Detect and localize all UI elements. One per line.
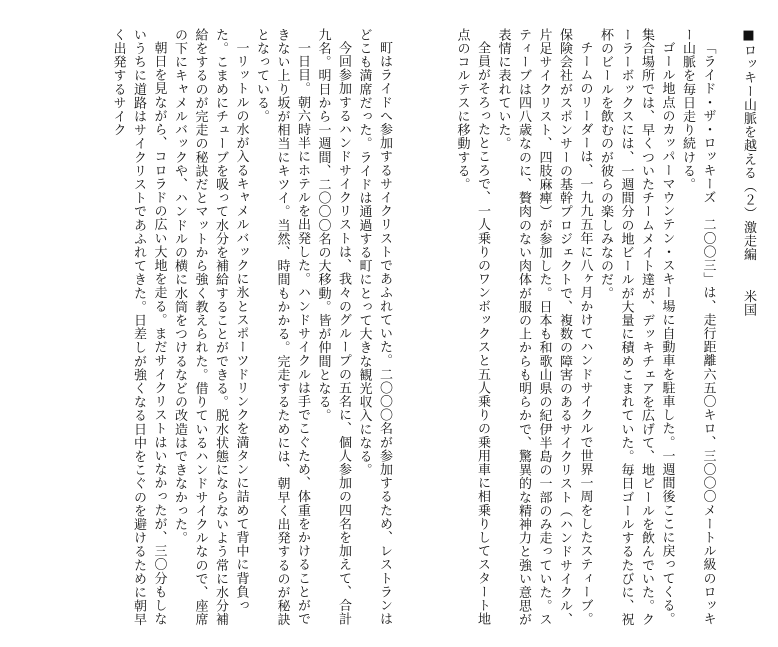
paragraph: 町はライドへ参加するサイクリストであふれていた。二〇〇〇名が参加するため、レストランはどこも満席だった。ライドは通過する町にとって大きな観光収入になる。 [356, 28, 392, 626]
paragraph: 朝日を見ながら、コロラドの広い大地を走る。まだサイクリストはいなかったが、三〇分もしないうちに道路はサイクリストであふれてきた。日差しが強くなる日中をこぐのを避けるために朝早く出発するサイク [110, 28, 167, 627]
paragraph: 一日目。朝六時半にホテルを出発した。ハンドサイクルは手でこぐため、体重をかけることができない上り坂が相当にキツイ。当然、時間もかかる。完走するためには、朝早く出発するのが秘訣となっている。 [254, 28, 310, 627]
article-title: ■ロッキー山脈を越える（２）激走編 [741, 28, 756, 262]
paragraph: 一リットルの水が入るキャメルバックに氷とスポーツドリンクを満タンに詰めて背中に背負った。こまめにチューブを吸って水分を補給することができる。脱水状態にならないよう常に水分補給をするのが完走の秘訣だとマットから強く教えられた。借りているハンドサイクルなので、座席の下にキャメルバックや、ハンドルの横に水筒をつけるなどの改造はできなかった。 [172, 28, 249, 627]
title-spacer [718, 28, 738, 628]
paragraph: ゴール地点のカッパーマウンテン・スキー場に自動車を駐車した。一週間後ここに戻ってくる。集合場所では、早くついたチームメイト達が、デッキチェアを広げて、地ビールを飲んでいた。クーラーボックスには、一週間分の地ビールが大量に積めこまれていた。毎日ゴールするたびに、祝杯のビールを飲むのが彼らの楽しみなのだ。 [598, 28, 675, 627]
article-column-block-right [452, 28, 758, 628]
article-title-line [738, 28, 759, 628]
article-column-block-left [24, 28, 394, 628]
paragraph: 「ライド・ザ・ロッキーズ 二〇〇三」は、走行距離六五〇キロ、三〇〇〇メートル級のロッキー山脈を毎日走り続ける。 [680, 28, 716, 626]
paragraph: 今回参加するハンドサイクリストは、我々のグループの五名に、個人参加の四名を加えて、合計九名。明日から一週間、二〇〇〇名の大移動。皆が仲間となる。 [315, 28, 351, 626]
article-author: 米国 [741, 289, 756, 317]
paragraph: チームのリーダーは、一九九五年に八ヶ月かけてハンドサイクルで世界一周をしたスティーブ。保険会社がスポンサーの基幹プロジェクトで、複数の障害のあるサイクリスト（ハンドサイクル、片足サイクリスト、四肢麻痺）が参加した。日本も和歌山県の紀伊半島の一部のみ走っていた。スティーブは四八歳なのに、贅肉のない肉体が服の上からも明らかで、驚異的な精神力と強い意思が表情に表れていた。 [495, 28, 593, 627]
paragraph: 全員がそろったところで、一人乗りのワンボックスと五人乗りの乗用車に相乗りしてスタート地点のコルテスに移動する。 [454, 28, 490, 626]
